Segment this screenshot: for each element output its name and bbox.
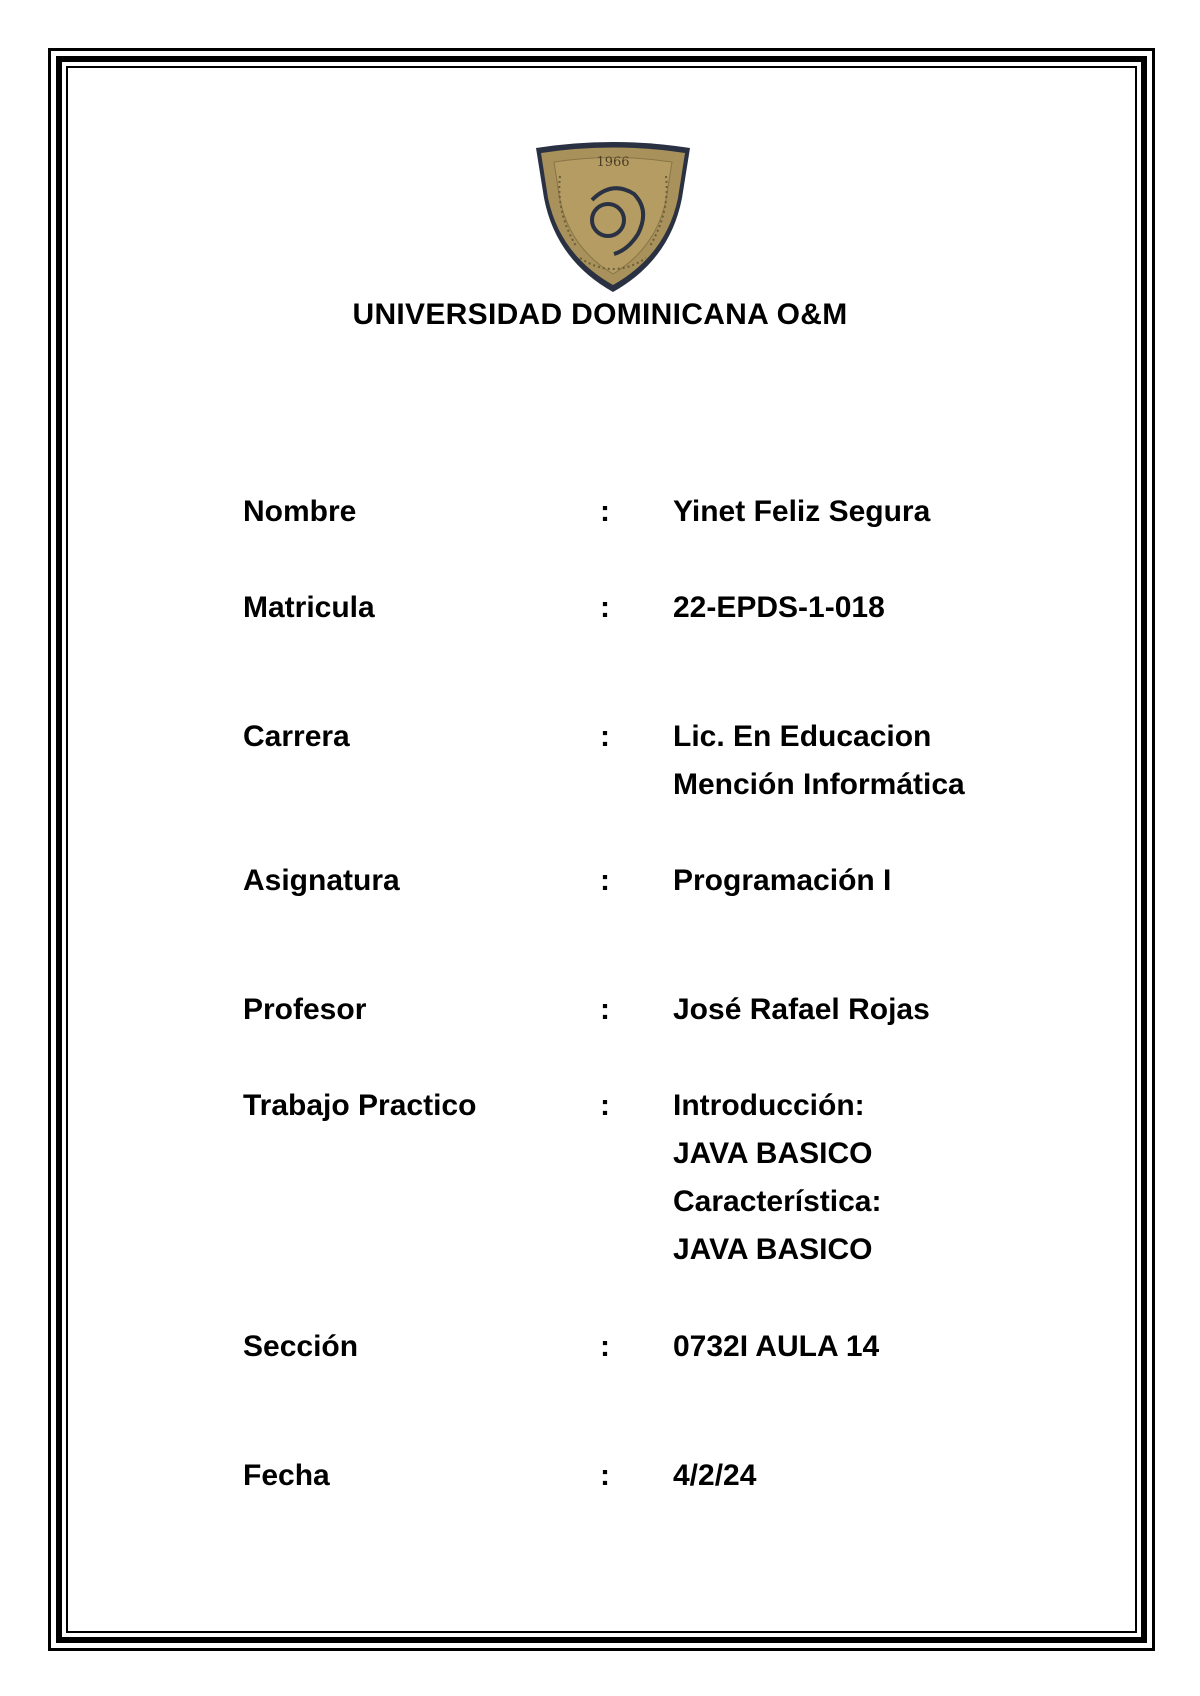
field-value-line: Característica: [673, 1185, 882, 1218]
field-separator: : [600, 591, 610, 624]
field-value-line: JAVA BASICO [673, 1137, 873, 1170]
field-value: 4/2/24 [673, 1459, 757, 1492]
field-value: Yinet Feliz Segura [673, 495, 931, 528]
field-separator: : [600, 864, 610, 897]
field-separator: : [600, 1459, 610, 1492]
field-value-line: Introducción: [673, 1089, 865, 1122]
field-value: José Rafael Rojas [673, 993, 930, 1026]
field-value-line: Mención Informática [673, 768, 965, 801]
field-label: Sección [243, 1330, 359, 1363]
field-value [673, 1082, 881, 1274]
field-label: Carrera [243, 720, 350, 753]
field-label: Trabajo Practico [243, 1089, 477, 1122]
field-label: Fecha [243, 1459, 330, 1492]
field-label: Matricula [243, 591, 375, 624]
field-separator: : [600, 1089, 610, 1122]
field-separator: : [600, 1330, 610, 1363]
field-value [673, 713, 965, 809]
field-label: Asignatura [243, 864, 400, 897]
crest-year: 1966 [596, 155, 630, 170]
field-separator: : [600, 993, 610, 1026]
institution-title: UNIVERSIDAD DOMINICANA O&M [352, 298, 848, 331]
field-separator: : [600, 495, 610, 528]
field-value: Programación I [673, 864, 892, 897]
university-crest-logo [532, 142, 694, 297]
field-label: Profesor [243, 993, 367, 1026]
field-value-line: Lic. En Educacion [673, 720, 932, 753]
field-value-line: JAVA BASICO [673, 1233, 873, 1266]
field-label: Nombre [243, 495, 357, 528]
field-value: 22-EPDS-1-018 [673, 591, 885, 624]
field-value: 0732I AULA 14 [673, 1330, 880, 1363]
field-separator: : [600, 720, 610, 753]
